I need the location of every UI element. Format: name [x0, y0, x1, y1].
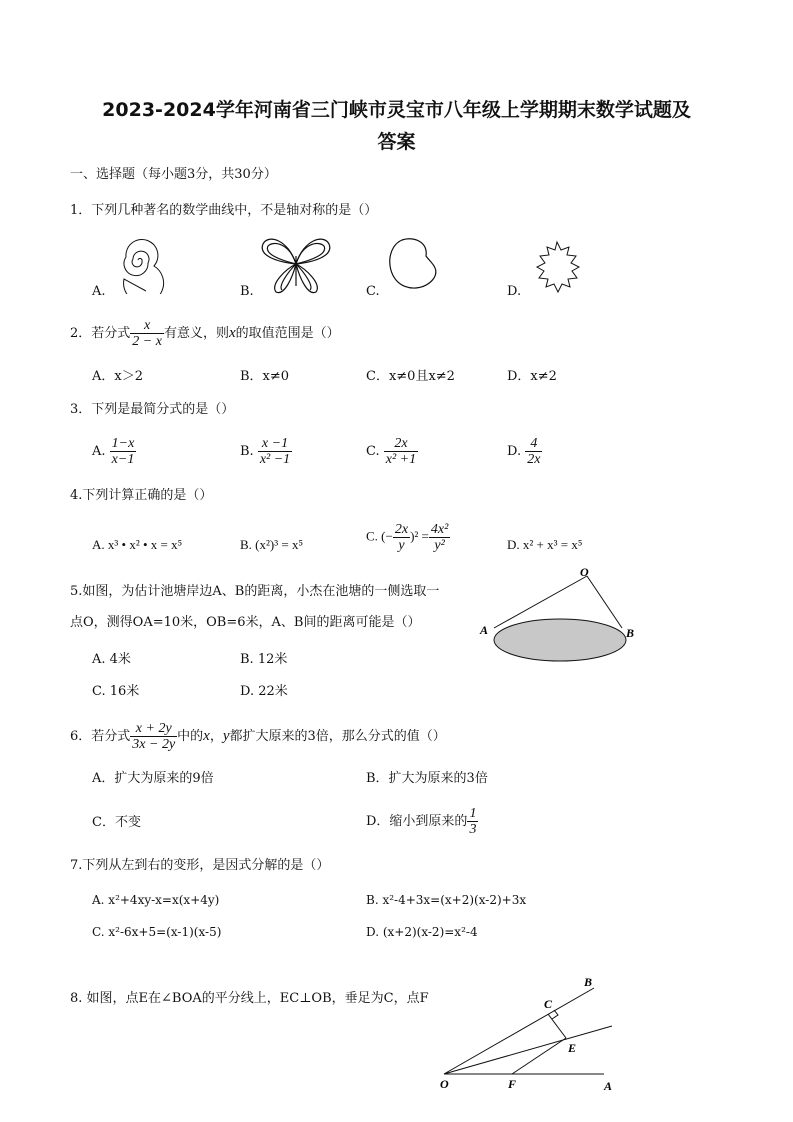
- q2-pre: 2．若分式: [70, 326, 131, 341]
- q3-b-label: B.: [240, 444, 254, 459]
- q7-stem: 7.下列从左到右的变形，是因式分解的是（）: [70, 858, 330, 873]
- q2-option-b: B．x≠0: [240, 369, 290, 384]
- q1-option-d: D.: [507, 284, 522, 299]
- q4-c-den2: y²: [434, 538, 445, 553]
- q6-pre: 6．若分式: [70, 729, 131, 744]
- q3-d-label: D.: [507, 444, 522, 459]
- q6-d-num: 1: [469, 806, 477, 821]
- q1-option-b: B.: [240, 284, 254, 299]
- pond-figure: [474, 562, 644, 686]
- fig8-label-o: O: [440, 1077, 449, 1091]
- fig8-label-b: B: [584, 975, 593, 989]
- q6-sep: ，: [209, 729, 223, 744]
- fig8-label-e: E: [568, 1041, 577, 1055]
- q5-option-c: C. 16米: [92, 684, 140, 699]
- q7-option-d: D. (x+2)(x-2)=x²-4: [366, 925, 478, 939]
- q6-option-b: B．扩大为原来的3倍: [366, 771, 488, 786]
- q3-d-num: 4: [525, 436, 542, 452]
- q6-d-fraction: [467, 806, 478, 837]
- koch-snowflake-figure: [524, 240, 590, 298]
- q3-b-num: x −1: [258, 436, 292, 452]
- q6-stem: [70, 721, 446, 752]
- q3-option-a: [92, 436, 136, 467]
- q4-option-c: [366, 522, 450, 553]
- q4-c-pre: C. (−: [366, 528, 393, 544]
- q8-stem: 8. 如图，点E在∠BOA的平分线上，EC⊥OB，垂足为C，点F: [70, 991, 429, 1006]
- q6-den: 3x − 2y: [132, 737, 176, 752]
- q3-d-fraction: [525, 436, 542, 467]
- q4-stem: 4.下列计算正确的是（）: [70, 488, 213, 503]
- cardioid-curve-figure: [384, 234, 440, 294]
- page-title-line2: 答案: [377, 131, 416, 153]
- q3-c-num: 2x: [384, 436, 418, 452]
- angle-bisector-figure: [436, 970, 626, 1096]
- q5-line1: 5.如图，为估计池塘岸边A、B的距离，小杰在池塘的一侧选取一: [70, 584, 440, 599]
- q6-option-d: [366, 806, 478, 837]
- q7-option-c: C. x²-6x+5=(x-1)(x-5): [92, 925, 222, 939]
- q6-y: y: [222, 728, 230, 744]
- q5-line2: 点O，测得OA=10米，OB=6米，A、B间的距离可能是（）: [70, 615, 421, 630]
- q3-a-den: x−1: [111, 452, 135, 467]
- fig8-label-c: C: [544, 997, 553, 1011]
- q2-post2: 的取值范围是（）: [235, 326, 340, 341]
- q6-num: x + 2y: [130, 721, 177, 737]
- q4-c-num2: 4x²: [430, 522, 449, 537]
- fig8-label-f: F: [508, 1077, 517, 1091]
- q2-fraction: [130, 318, 164, 349]
- page-title: 2023-2024学年河南省三门峡市灵宝市八年级上学期期末数学试题及: [102, 99, 691, 121]
- q6-mid: 中的: [177, 729, 204, 744]
- spiral-curve-figure: [108, 228, 168, 294]
- q3-c-den: x² +1: [385, 452, 417, 467]
- q4-option-a: A. x³ • x² • x = x⁵: [92, 537, 183, 552]
- q4-c-num: 2x: [394, 522, 409, 537]
- q4-option-b: B. (x²)³ = x⁵: [240, 537, 303, 552]
- q4-c-frac2: [429, 522, 450, 553]
- q6-option-a: A．扩大为原来的9倍: [92, 771, 214, 786]
- q2-stem: [70, 318, 340, 349]
- q1-option-c: C.: [366, 284, 380, 299]
- q6-d-den: 3: [469, 822, 477, 837]
- q3-stem: 3．下列是最简分式的是（）: [70, 402, 235, 417]
- q7-option-b: B. x²-4+3x=(x+2)(x-2)+3x: [366, 893, 527, 907]
- q6-x: x: [203, 728, 210, 744]
- q4-c-mid: )² =: [410, 528, 429, 544]
- q3-b-fraction: [258, 436, 292, 467]
- q3-a-num: 1−x: [111, 436, 135, 451]
- q6-d-text: D．缩小到原来的: [366, 814, 468, 829]
- butterfly-curve-figure: [258, 234, 334, 296]
- q6-fraction: [130, 721, 177, 752]
- q3-d-den: 2x: [527, 452, 541, 467]
- pond-label-o: O: [580, 565, 589, 579]
- q3-b-den: x² −1: [259, 452, 291, 467]
- q7-option-a: A. x²+4xy-x=x(x+4y): [92, 893, 220, 907]
- q4-c-frac1: [393, 522, 410, 553]
- q4-c-den: y: [398, 538, 405, 553]
- q2-var: x: [228, 325, 236, 341]
- q2-denominator: 2 − x: [132, 334, 162, 349]
- q3-option-c: [366, 436, 418, 467]
- q1-option-a: A.: [92, 284, 106, 299]
- q3-a-fraction: [110, 436, 137, 467]
- fig8-label-a: A: [604, 1079, 613, 1093]
- q6-post: 都扩大原来的3倍，那么分式的值（）: [229, 729, 446, 744]
- q2-option-d: D．x≠2: [507, 369, 557, 384]
- q3-option-b: [240, 436, 292, 467]
- q3-option-d: [507, 436, 542, 467]
- q4-option-d: D. x² + x³ = x⁵: [507, 537, 583, 552]
- q3-c-label: C.: [366, 444, 380, 459]
- q5-option-d: D. 22米: [240, 684, 288, 699]
- q5-option-a: A. 4米: [92, 652, 131, 667]
- q2-numerator: x: [130, 318, 164, 334]
- pond-label-b: B: [626, 626, 635, 640]
- q3-a-label: A.: [92, 444, 106, 459]
- pond-label-a: A: [480, 623, 489, 637]
- section-heading: 一、选择题（每小题3分，共30分）: [70, 167, 277, 182]
- q2-post: 有意义，则: [163, 326, 229, 341]
- q1-stem: 1．下列几种著名的数学曲线中，不是轴对称的是（）: [70, 203, 378, 218]
- q3-c-fraction: [384, 436, 418, 467]
- q5-option-b: B. 12米: [240, 652, 288, 667]
- q6-option-c: C．不变: [92, 815, 141, 830]
- q2-option-c: C．x≠0且x≠2: [366, 369, 455, 384]
- q2-option-a: A．x＞2: [92, 369, 143, 384]
